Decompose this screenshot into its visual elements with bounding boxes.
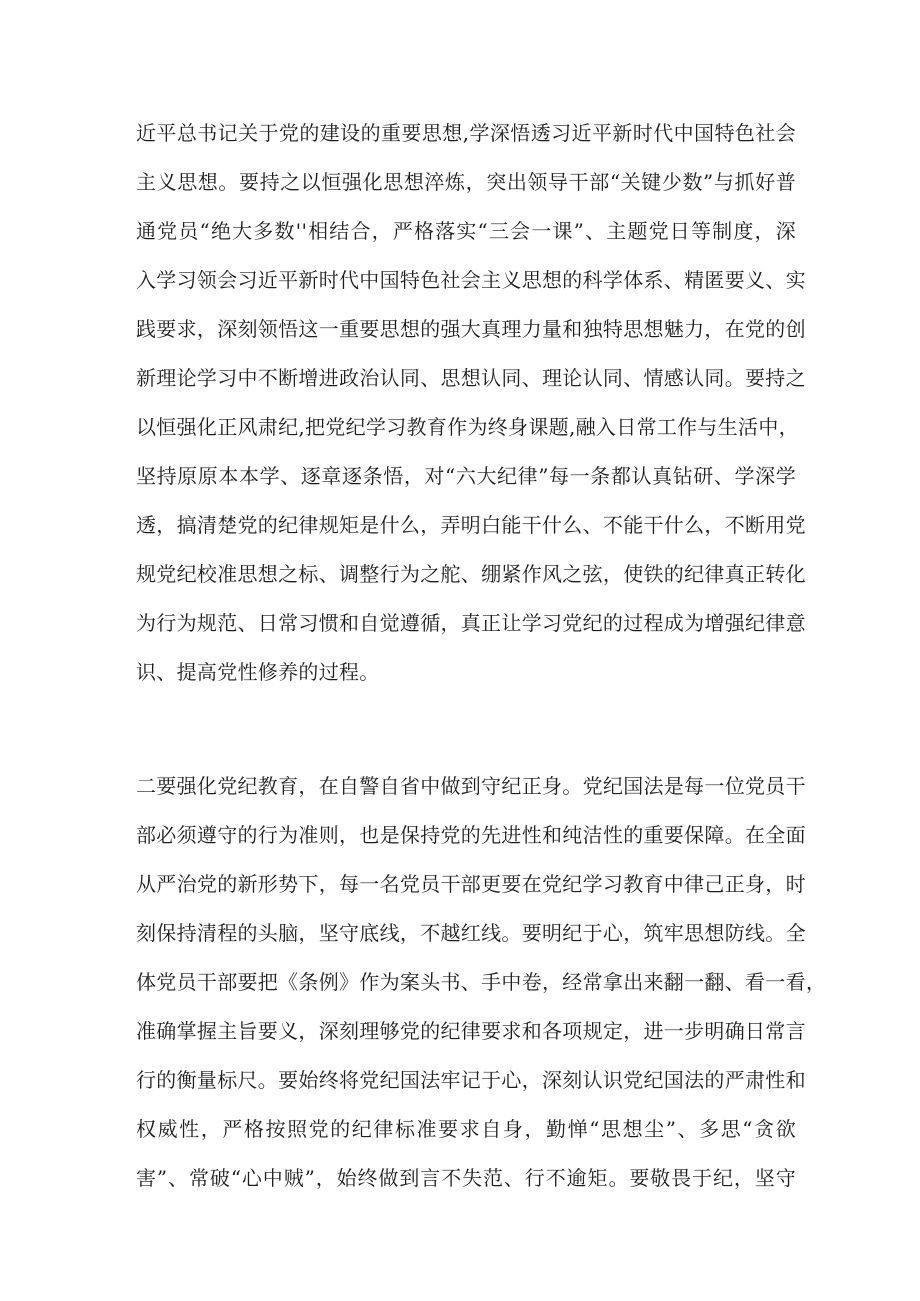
paragraph-2-line-7: 行的衡量标尺。要始终将党纪国法牢记于心，深刻认识党纪国法的严肃性和 xyxy=(136,1068,806,1092)
paragraph-1-line-1: 近平总书记关于党的建设的重要思想,学深悟透习近平新时代中国特色社会 xyxy=(136,121,796,145)
paragraph-1-line-3: 通党员“绝大多数''相结合，严格落实“三会一课”、主题党日等制度，深 xyxy=(136,219,796,243)
paragraph-1-line-12: 识、提高党性修养的过程。 xyxy=(136,660,380,684)
paragraph-1-line-4: 入学习领会习近平新时代中国特色社会主义思想的科学体系、精匿要义、实 xyxy=(136,268,806,292)
paragraph-1-line-8: 坚持原原本本学、逐章逐条悟，对“六大纪律”每一条都认真钻研、学深学 xyxy=(136,464,796,488)
paragraph-1-line-10: 规党纪校准思想之标、调整行为之舵、绷紧作风之弦，使铁的纪律真正转化 xyxy=(136,562,806,586)
paragraph-2-line-4: 刻保持清程的头脑，坚守底线，不越红线。要明纪于心，筑牢思想防线。全 xyxy=(136,921,806,945)
paragraph-1-line-5: 践要求，深刻领悟这一重要思想的强大真理力量和独特思想魅力，在党的创 xyxy=(136,317,806,341)
paragraph-2-line-5: 体党员干部要把《条例》作为案头书、手中卷，经常拿出来翻一翻、看一看， xyxy=(136,970,827,994)
paragraph-1-line-6: 新理论学习中不断增进政治认同、思想认同、理论认同、情感认同。要持之 xyxy=(136,366,806,390)
paragraph-2-line-9: 害”、常破“心中贼”，始终做到言不失范、行不逾矩。要敬畏于纪，坚守 xyxy=(136,1166,796,1190)
paragraph-2-line-3: 从严治党的新形势下，每一名党员干部更要在党纪学习教育中律己正身，时 xyxy=(136,872,806,896)
paragraph-2-line-6: 准确掌握主旨要义，深刻理够党的纪律要求和各项规定，进一步明确日常言 xyxy=(136,1019,806,1043)
paragraph-2-line-2: 部必须遵守的行为准则，也是保持党的先进性和纯洁性的重要保障。在全面 xyxy=(136,823,806,847)
paragraph-2-line-1: 二要强化党纪教育，在自警自省中做到守纪正身。党纪国法是每一位党员干 xyxy=(136,774,806,798)
paragraph-1-line-9: 透，搞清楚党的纪律规矩是什么，弄明白能干什么、不能干什么，不断用党 xyxy=(136,513,806,537)
paragraph-1-line-7: 以恒强化正风肃纪,把党纪学习教育作为终身课题,融入日常工作与生活中， xyxy=(136,415,799,439)
paragraph-1-line-2: 主义思想。要持之以恒强化思想淬炼，突出领导干部“关键少数”与抓好普 xyxy=(136,170,796,194)
paragraph-2-line-8: 权威性，严格按照党的纪律标准要求自身，勤惮“思想尘”、多思“贪欲 xyxy=(136,1117,796,1141)
paragraph-1-line-11: 为行为规范、日常习惯和自觉遵循，真正让学习党纪的过程成为增强纪律意 xyxy=(136,611,806,635)
